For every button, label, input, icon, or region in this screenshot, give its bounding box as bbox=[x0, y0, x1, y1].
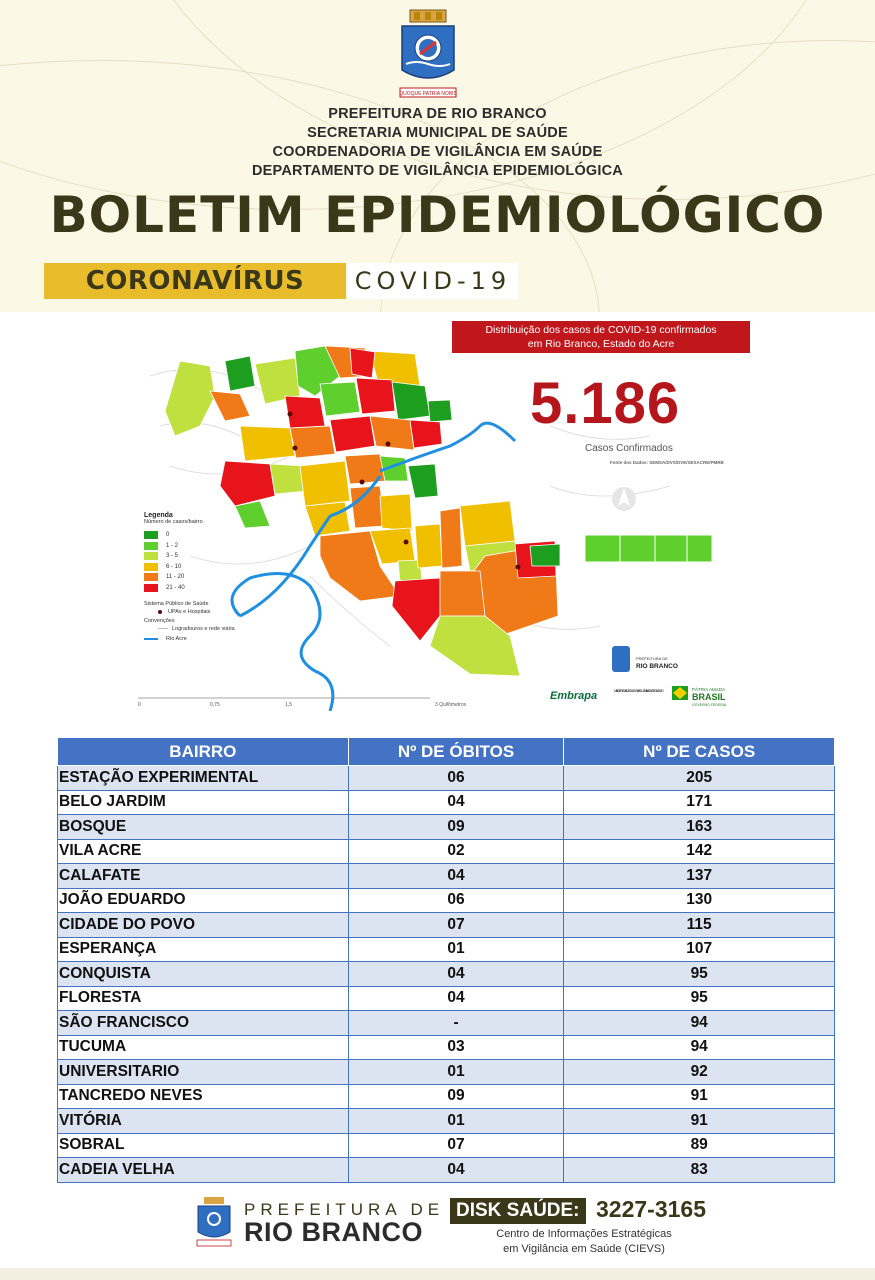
prefeitura-logo-icon bbox=[612, 646, 630, 672]
map-region bbox=[440, 508, 462, 568]
table-row bbox=[58, 962, 835, 987]
legend-health-title: Sistema Público de Saúde bbox=[144, 601, 209, 607]
cell-casos: 142 bbox=[564, 839, 835, 864]
cell-obitos: 06 bbox=[348, 766, 564, 791]
footer-pref-top: PREFEITURA DE bbox=[244, 1200, 445, 1219]
isolated-region bbox=[687, 535, 712, 562]
legend-conv-item: Logradouros e rede viária bbox=[172, 625, 235, 632]
table-row bbox=[58, 937, 835, 962]
legend-swatch bbox=[144, 584, 158, 592]
legend-title: Legenda bbox=[144, 512, 173, 519]
footer-pref-bottom: RIO BRANCO bbox=[244, 1217, 423, 1247]
distribution-title-line-2: em Rio Branco, Estado do Acre bbox=[527, 338, 675, 350]
cell-casos: 107 bbox=[564, 937, 835, 962]
legend-class-row bbox=[144, 583, 264, 594]
cell-obitos: 09 bbox=[348, 1084, 564, 1109]
table-row bbox=[58, 888, 835, 913]
cell-bairro: CALAFATE bbox=[58, 864, 349, 889]
coronavirus-tag: CORONAVÍRUS bbox=[44, 263, 346, 299]
legend-class-row bbox=[144, 530, 264, 541]
legend-class-row bbox=[144, 551, 264, 562]
cell-obitos: - bbox=[348, 1011, 564, 1036]
hospital-marker bbox=[360, 480, 365, 485]
legend-swatch bbox=[144, 552, 158, 560]
cell-casos: 94 bbox=[564, 1011, 835, 1036]
map-region bbox=[220, 461, 275, 506]
header-bairro: BAIRRO bbox=[58, 738, 349, 766]
hospital-legend-icon bbox=[158, 610, 162, 614]
cell-casos: 94 bbox=[564, 1035, 835, 1060]
table-row bbox=[58, 790, 835, 815]
hospital-marker bbox=[516, 565, 521, 570]
cell-casos: 171 bbox=[564, 790, 835, 815]
bulletin-title: BOLETIM EPIDEMIOLÓGICO bbox=[49, 186, 826, 244]
cell-obitos: 04 bbox=[348, 986, 564, 1011]
cell-casos: 205 bbox=[564, 766, 835, 791]
map-region bbox=[350, 348, 375, 378]
logo-pref-top: PREFEITURA DE bbox=[636, 656, 668, 661]
cell-bairro: TUCUMA bbox=[58, 1035, 349, 1060]
cell-casos: 130 bbox=[564, 888, 835, 913]
map-region bbox=[330, 416, 375, 452]
map-region bbox=[440, 571, 485, 616]
distribution-title-line-1: Distribuição dos casos de COVID-19 confirmados bbox=[485, 324, 717, 336]
cell-bairro: FLORESTA bbox=[58, 986, 349, 1011]
hospital-marker bbox=[293, 446, 298, 451]
cell-casos: 95 bbox=[564, 962, 835, 987]
cases-table-wrapper bbox=[57, 737, 835, 1183]
legend-swatch bbox=[144, 573, 158, 581]
cell-casos: 163 bbox=[564, 815, 835, 840]
map-region bbox=[290, 426, 335, 458]
map-region bbox=[392, 578, 440, 641]
legend-class-label: 6 - 10 bbox=[166, 563, 182, 570]
brasil-logo-main: BRASIL bbox=[692, 692, 726, 702]
hospital-marker bbox=[386, 442, 391, 447]
cell-obitos: 04 bbox=[348, 864, 564, 889]
table-row bbox=[58, 815, 835, 840]
map-region bbox=[225, 356, 255, 391]
legend-conv-title: Convenções bbox=[144, 617, 175, 624]
table-row bbox=[58, 1133, 835, 1158]
cell-casos: 91 bbox=[564, 1084, 835, 1109]
cell-bairro: BELO JARDIM bbox=[58, 790, 349, 815]
cell-bairro: TANCREDO NEVES bbox=[58, 1084, 349, 1109]
brasil-logo-top: PÁTRIA AMADA bbox=[692, 687, 726, 692]
table-row bbox=[58, 986, 835, 1011]
scale-label: 1,5 bbox=[285, 702, 292, 708]
map-region bbox=[356, 378, 395, 414]
cell-obitos: 03 bbox=[348, 1035, 564, 1060]
cell-bairro: CONQUISTA bbox=[58, 962, 349, 987]
map-region bbox=[415, 524, 442, 568]
logo-pref-bottom: RIO BRANCO bbox=[636, 663, 678, 670]
header-casos: Nº DE CASOS bbox=[564, 738, 835, 766]
cell-casos: 83 bbox=[564, 1158, 835, 1183]
header-line-4: DEPARTAMENTO DE VIGILÂNCIA EPIDEMIOLÓGICA bbox=[252, 163, 623, 179]
map-panel bbox=[130, 316, 755, 711]
cell-bairro: ESPERANÇA bbox=[58, 937, 349, 962]
table-row bbox=[58, 766, 835, 791]
cievs-line-2: em Vigilância em Saúde (CIEVS) bbox=[503, 1243, 665, 1255]
legend-class-row bbox=[144, 562, 264, 573]
header-line-1: PREFEITURA DE RIO BRANCO bbox=[328, 106, 547, 122]
cievs-line-1: Centro de Informações Estratégicas bbox=[496, 1228, 672, 1240]
footer-coat-of-arms-icon bbox=[195, 1196, 233, 1248]
scale-label: 0 bbox=[138, 702, 141, 708]
table-row bbox=[58, 864, 835, 889]
cell-obitos: 04 bbox=[348, 790, 564, 815]
river-legend-icon bbox=[144, 638, 158, 640]
cell-obitos: 02 bbox=[348, 839, 564, 864]
table-row bbox=[58, 839, 835, 864]
map-region bbox=[210, 391, 250, 421]
cell-obitos: 01 bbox=[348, 937, 564, 962]
disk-saude-label: DISK SAÚDE: bbox=[450, 1198, 586, 1224]
legend-class-label: 11 - 20 bbox=[166, 574, 185, 581]
table-row bbox=[58, 1158, 835, 1183]
ministerio-logo: MINISTÉRIO DA AGRICULTURA, PECUÁRIA E ABASTECIMENTO bbox=[614, 689, 665, 693]
coat-of-arms-icon bbox=[396, 8, 460, 100]
map-region bbox=[410, 420, 442, 448]
table-row bbox=[58, 1109, 835, 1134]
cell-casos: 89 bbox=[564, 1133, 835, 1158]
total-cases-label: Casos Confirmados bbox=[585, 443, 673, 454]
cell-casos: 91 bbox=[564, 1109, 835, 1134]
cell-bairro: BOSQUE bbox=[58, 815, 349, 840]
cell-casos: 137 bbox=[564, 864, 835, 889]
cell-bairro: VILA ACRE bbox=[58, 839, 349, 864]
cell-bairro: SOBRAL bbox=[58, 1133, 349, 1158]
map-region bbox=[392, 382, 430, 420]
cell-obitos: 06 bbox=[348, 888, 564, 913]
isolated-region bbox=[655, 535, 687, 562]
cell-obitos: 04 bbox=[348, 962, 564, 987]
cell-obitos: 04 bbox=[348, 1158, 564, 1183]
coat-motto: QUOQUE PATRIA NOBIS bbox=[399, 91, 457, 97]
legend-class-label: 21 - 40 bbox=[166, 584, 185, 591]
cell-obitos: 01 bbox=[348, 1109, 564, 1134]
legend-swatch bbox=[144, 563, 158, 571]
legend-class-label: 3 - 5 bbox=[166, 553, 179, 560]
isolated-region bbox=[585, 535, 620, 562]
brasil-logo-bottom: GOVERNO FEDERAL bbox=[692, 703, 728, 707]
cell-obitos: 01 bbox=[348, 1060, 564, 1085]
cell-casos: 115 bbox=[564, 913, 835, 938]
legend-health-item: UPAs e Hospitais bbox=[168, 609, 211, 616]
table-row bbox=[58, 913, 835, 938]
map-region bbox=[460, 501, 515, 546]
table-header-row bbox=[58, 738, 835, 766]
header bbox=[0, 0, 875, 312]
cell-obitos: 09 bbox=[348, 815, 564, 840]
header-line-2: SECRETARIA MUNICIPAL DE SAÚDE bbox=[307, 125, 568, 141]
legend-subtitle: Número de casos/bairro bbox=[144, 519, 203, 525]
bottom-strip bbox=[0, 1268, 875, 1280]
partner-logos bbox=[550, 646, 727, 707]
map-region bbox=[240, 426, 295, 461]
legend-class-row bbox=[144, 572, 264, 583]
cell-bairro: CADEIA VELHA bbox=[58, 1158, 349, 1183]
total-cases-number: 5.186 bbox=[530, 371, 681, 436]
legend-class-row bbox=[144, 541, 264, 552]
header-obitos: Nº DE ÓBITOS bbox=[348, 738, 564, 766]
distribution-title-box bbox=[452, 321, 750, 353]
map-legend bbox=[144, 512, 264, 645]
table-row bbox=[58, 1084, 835, 1109]
cell-bairro: ESTAÇÃO EXPERIMENTAL bbox=[58, 766, 349, 791]
cell-bairro: SÃO FRANCISCO bbox=[58, 1011, 349, 1036]
legend-class-label: 0 bbox=[166, 532, 170, 539]
legend-swatch bbox=[144, 542, 158, 550]
map-region bbox=[530, 544, 560, 566]
table-row bbox=[58, 1011, 835, 1036]
map-region bbox=[428, 400, 452, 422]
isolated-region bbox=[620, 535, 655, 562]
disk-saude-phone[interactable]: 3227-3165 bbox=[596, 1196, 706, 1222]
table-row bbox=[58, 1060, 835, 1085]
scale-label: 3 Quilômetros bbox=[435, 702, 467, 708]
legend-class-label: 1 - 2 bbox=[166, 542, 179, 549]
footer bbox=[0, 1190, 875, 1280]
header-line-3: COORDENADORIA DE VIGILÂNCIA EM SAÚDE bbox=[272, 144, 603, 160]
scale-label: 0,75 bbox=[210, 702, 220, 708]
hospital-marker bbox=[288, 412, 293, 417]
legend-swatch bbox=[144, 531, 158, 539]
cell-bairro: VITÓRIA bbox=[58, 1109, 349, 1134]
cases-table bbox=[57, 737, 835, 1183]
map-region bbox=[408, 464, 438, 498]
cell-obitos: 07 bbox=[348, 913, 564, 938]
cell-bairro: JOÃO EDUARDO bbox=[58, 888, 349, 913]
cell-obitos: 07 bbox=[348, 1133, 564, 1158]
road-legend-icon bbox=[158, 628, 168, 629]
cell-bairro: UNIVERSITARIO bbox=[58, 1060, 349, 1085]
map-region bbox=[380, 494, 412, 531]
hospital-marker bbox=[404, 540, 409, 545]
map-region bbox=[370, 416, 414, 450]
embrapa-logo: Embrapa bbox=[550, 690, 598, 702]
map-region bbox=[320, 382, 360, 416]
cell-casos: 92 bbox=[564, 1060, 835, 1085]
cell-casos: 95 bbox=[564, 986, 835, 1011]
cell-bairro: CIDADE DO POVO bbox=[58, 913, 349, 938]
map-region bbox=[300, 461, 350, 506]
covid-tag: COVID-19 bbox=[348, 263, 518, 299]
data-source: Fonte dos Dados: SEMSA/DVS/DVE/SESACRE/PMRB bbox=[610, 460, 724, 465]
table-row bbox=[58, 1035, 835, 1060]
legend-river: Rio Acre bbox=[166, 636, 187, 643]
